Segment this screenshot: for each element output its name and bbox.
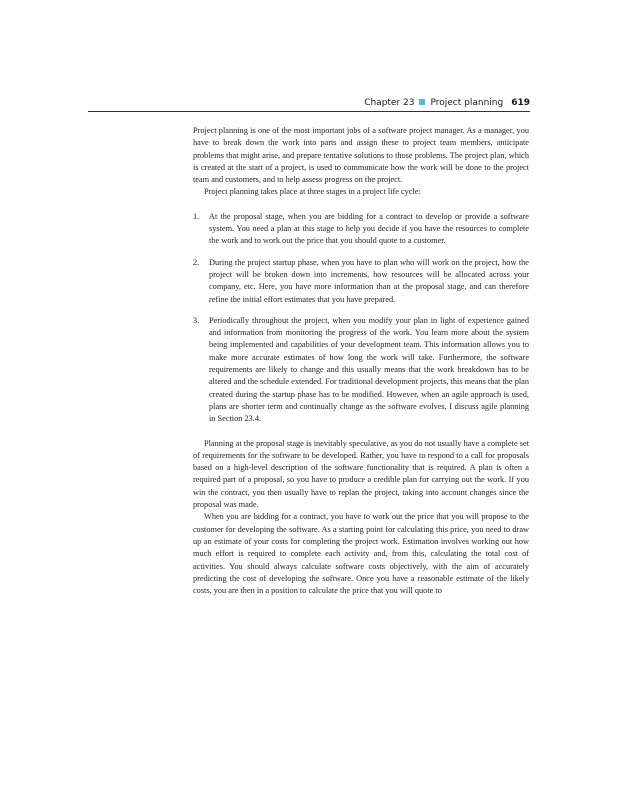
bidding-paragraph: When you are bidding for a contract, you have to work out the price that you will propose to the customer for developing the software. As a starting point for calculating this price, you need to draw up an estimate of your costs for completing the project work. Estimation involves working out how much effort is required to complete each activity and, from this, calculating the total cost of activities. You should always calculate software costs objectively, with the aim of accurately predicting the cost of developing the software. Once you have a reasonable estimate of the likely costs, you are then in a position to calculate the price that you will quote to <box>193 512 529 596</box>
list-item-text: During the project startup phase, when you have to plan who will work on the project, how the project will be broken down into increments, how resources will be allocated across your company, etc. Here, you have more information than at the proposal stage, and can therefore refine the initial effort estimates that you have prepared. <box>209 257 529 304</box>
stages-list <box>193 211 529 426</box>
square-bullet-icon <box>419 99 425 105</box>
intro-paragraph: Project planning is one of the most important jobs of a software project manager. As a manager, you have to break down the work into parts and assign these to project team members, anticipate problems that might arise, and prepare tentative solutions to those problems. The project plan, which is created at the start of a project, is used to communicate how the work will be done to the project team and customers, and to help assess progress on the project. <box>193 126 529 185</box>
list-item-number: 1. <box>193 211 200 221</box>
list-item <box>193 257 529 306</box>
list-item <box>193 211 529 248</box>
page-body <box>193 125 529 597</box>
list-item-number: 2. <box>193 257 200 267</box>
list-item <box>193 315 529 426</box>
chapter-title: Project planning <box>430 98 504 108</box>
running-header <box>190 96 530 110</box>
header-rule <box>88 111 530 112</box>
page-number: 619 <box>511 98 530 108</box>
stages-lead-paragraph: Project planning takes place at three stages in a project life cycle: <box>204 187 421 197</box>
proposal-paragraph: Planning at the proposal stage is inevitably speculative, as you do not usually have a complete set of requirements for the software to be developed. Rather, you have to respond to a call for proposals based on a high-level description of the software functionality that is required. A plan is often a required part of a proposal, so you have to produce a credible plan for carrying out the work. If you win the contract, you then usually have to replan the project, taking into account changes since the proposal was made. <box>193 438 529 510</box>
list-item-text: Periodically throughout the project, when you modify your plan in light of experience gained and information from monitoring the progress of the work. You learn more about the system being implemented and capabilities of your development team. This information allows you to make more accurate estimates of how long the work will take. Furthermore, the software requirements are likely to change and this usually means that the work breakdown has to be altered and the schedule extended. For traditional development projects, this means that the plan created during the startup phase has to be modified. However, when an agile approach is used, plans are shorter term and continually change as the software evolves. I discuss agile planning in Section 23.4. <box>209 315 529 424</box>
chapter-label: Chapter 23 <box>364 98 415 108</box>
list-item-number: 3. <box>193 315 200 325</box>
list-item-text: At the proposal stage, when you are bidding for a contract to develop or provide a software system. You need a plan at this stage to help you decide if you have the resources to complete the work and to work out the price that you should quote to a customer. <box>209 211 529 246</box>
